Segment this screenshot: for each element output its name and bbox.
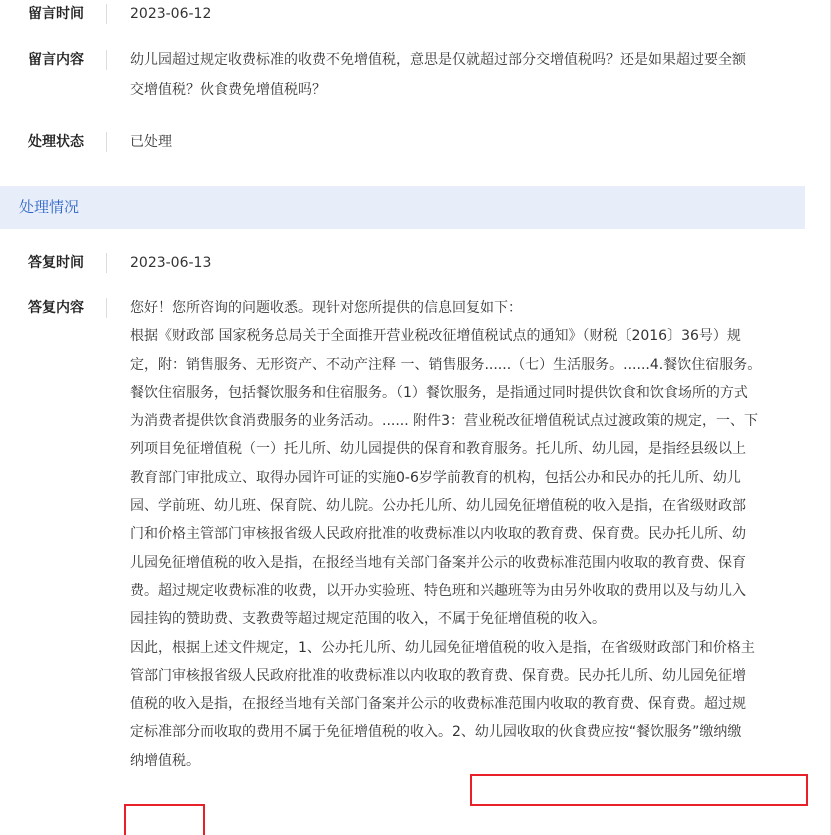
message-content-label: 留言内容 (28, 52, 84, 68)
reply-content-line: 纳增值税。 (130, 752, 200, 769)
separator (106, 132, 107, 152)
reply-content-line: 值税的收入是指，在报经当地有关部门备案并公示的收费标准范围内收取的教育费、保育费。超过规 (130, 696, 746, 713)
reply-content-line: 为消费者提供饮食消费服务的业务活动。...... 附件3：营业税改征增值税试点过渡政策的规定，一、下 (130, 413, 759, 430)
reply-content-line: 定标准部分而收取的费用不属于免征增值税的收入。2、幼儿园收取的伙食费应按“餐饮服务”缴纳缴 (130, 724, 742, 741)
status-row (0, 132, 806, 156)
reply-content-row (0, 293, 806, 835)
message-time-label: 留言时间 (28, 6, 84, 22)
reply-content-line: 儿园免征增值税的收入是指，在报经当地有关部门备案并公示的收费标准范围内收取的教育费、保育 (130, 554, 746, 571)
reply-content-line: 列项目免征增值税（一）托儿所、幼儿园提供的保育和教育服务。托儿所、幼儿园，是指经县级以上 (130, 441, 746, 458)
message-content-line: 幼儿园超过规定收费标准的收费不免增值税，意思是仅就超过部分交增值税吗？还是如果超过要全额 (130, 52, 746, 68)
reply-time-row (0, 252, 806, 276)
reply-time-value: 2023-06-13 (130, 255, 212, 271)
reply-content-line: 餐饮住宿服务，包括餐饮服务和住宿服务。（1）餐饮服务，是指通过同时提供饮食和饮食场所的方式 (130, 384, 748, 401)
message-time-value: 2023-06-12 (130, 6, 212, 22)
message-content-line: 交增值税？伙食费免增值税吗？ (130, 82, 326, 98)
reply-content-line: 费。超过规定收费标准的收费，以开办实验班、特色班和兴趣班等为由另外收取的费用以及与幼儿入 (130, 582, 746, 599)
reply-content-label: 答复内容 (28, 300, 84, 316)
message-content-text (130, 45, 806, 105)
section-title: 处理情况 (19, 198, 80, 216)
reply-content-line: 因此，根据上述文件规定，1、公办托儿所、幼儿园免征增值税的收入是指，在省级财政部门和价格主 (130, 639, 755, 656)
reply-content-line: 根据《财政部 国家税务总局关于全面推开营业税改征增值税试点的通知》（财税〔2016〕36号）规 (130, 328, 741, 345)
message-time-row (0, 0, 806, 30)
reply-time-label: 答复时间 (28, 255, 84, 271)
section-header (0, 186, 805, 229)
reply-content-text (130, 294, 806, 775)
reply-content-line: 教育部门审批成立、取得办园许可证的实施0-6岁学前教育的机构，包括公办和民办的托儿所、幼儿 (130, 469, 741, 486)
reply-content-line: 园、学前班、幼儿班、保育院、幼儿院。公办托儿所、幼儿园免征增值税的收入是指，在省级财政部 (130, 498, 746, 515)
reply-content-line: 您好！您所咨询的问题收悉。现针对您所提供的信息回复如下： (130, 300, 522, 316)
separator (106, 298, 107, 318)
reply-content-line: 管部门审核报省级人民政府批准的收费标准以内收取的教育费、保育费。民办托儿所、幼儿园免征增 (130, 667, 746, 684)
separator (106, 253, 107, 273)
reply-content-line: 园挂钩的赞助费、支教费等超过规定范围的收入，不属于免征增值税的收入。 (130, 611, 606, 628)
separator (106, 4, 107, 24)
separator (106, 50, 107, 70)
message-content-row (0, 45, 806, 113)
reply-content-line: 门和价格主管部门审核报省级人民政府批准的收费标准以内收取的教育费、保育费。民办托儿所、幼 (130, 526, 746, 543)
status-value: 已处理 (130, 134, 172, 150)
status-label: 处理状态 (28, 134, 84, 150)
reply-content-line: 定，附：销售服务、无形资产、不动产注释 一、销售服务......（七）生活服务。......4.餐饮住宿服务。 (130, 356, 762, 373)
